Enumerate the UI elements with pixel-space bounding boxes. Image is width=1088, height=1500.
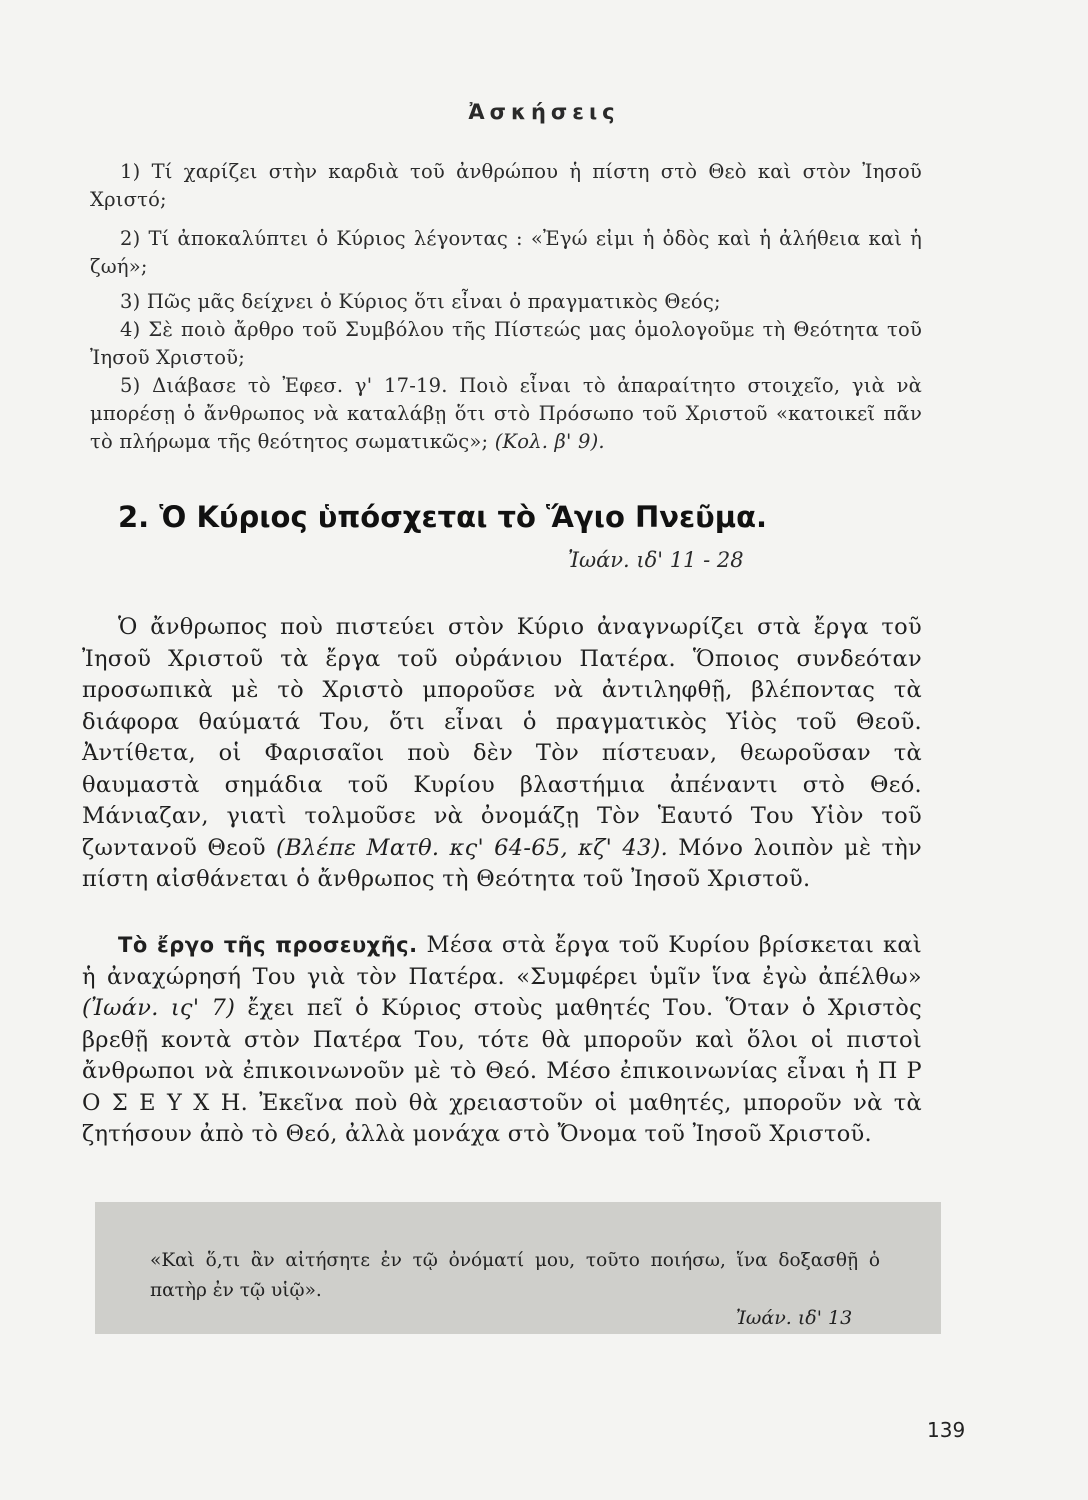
quote-reference: Ἰωάν. ιδ' 13 xyxy=(736,1307,853,1329)
exercise-item-5 xyxy=(90,372,922,456)
exercise-number: 5) xyxy=(120,374,141,397)
exercise-item-2 xyxy=(90,225,922,281)
section-heading: 2. Ὁ Κύριος ὑπόσχεται τὸ Ἅγιο Πνεῦμα. xyxy=(118,500,768,534)
paragraph-text: Ὁ ἄνθρωπος ποὺ πιστεύει στὸν Κύριο ἀναγνωρίζει στὰ ἔργα τοῦ Ἰησοῦ Χριστοῦ τὰ ἔργα τοῦ οὐράνιου Πατέρα. Ὅποιος συνδεόταν προσωπικὰ μὲ τὸ Χριστὸ μποροῦσε νὰ ἀντιληφθῇ, βλέποντας τὰ διάφορα θαύματά Του, ὅτι εἶναι ὁ πραγματικὸς Υἱὸς τοῦ Θεοῦ. Ἀντίθετα, οἱ Φαρισαῖοι ποὺ δὲν Τὸν πίστευαν, θεωροῦσαν τὰ θαυμαστὰ σημάδια τοῦ Κυρίου βλαστήμια ἀπέναντι στὸ Θεό. Μάνιαζαν, γιατὶ τολμοῦσε νὰ ὀνομάζῃ Τὸν Ἑαυτό Του Υἱὸν τοῦ ζωντανοῦ Θεοῦ xyxy=(82,614,922,861)
exercise-text: Διάβασε τὸ Ἐφεσ. γ' 17-19. Ποιὸ εἶναι τὸ ἀπαραίτητο στοιχεῖο, γιὰ νὰ μπορέσῃ ὁ ἄνθρωπος νὰ καταλάβῃ ὅτι στὸ Πρόσωπο τοῦ Χριστοῦ «κατοικεῖ πᾶν τὸ πλήρωμα τῆς θεότητος σωματικῶς»; xyxy=(90,374,922,453)
body-paragraph-1 xyxy=(82,612,922,896)
exercise-number: 4) xyxy=(120,318,141,341)
exercises-title: Ἀσκήσεις xyxy=(468,100,620,124)
paragraph-text: Μέσα στὰ ἔργα τοῦ Κυρίου βρίσκεται καὶ ἡ ἀναχώρησή Του γιὰ τὸν Πατέρα. «Συμφέρει ὑμῖν ἵνα ἐγὼ ἀπέλθω» xyxy=(82,932,923,990)
scripture-reference: (Ἰωάν. ις' 7) xyxy=(82,995,236,1021)
exercise-reference: (Κολ. β' 9). xyxy=(494,430,605,453)
exercise-text: Πῶς μᾶς δείχνει ὁ Κύριος ὅτι εἶναι ὁ πραγματικὸς Θεός; xyxy=(146,290,721,313)
exercise-number: 2) xyxy=(120,227,141,250)
exercise-item-1 xyxy=(90,158,922,214)
scripture-reference: (Βλέπε Ματθ. κς' 64-65, κζ' 43). xyxy=(276,834,669,861)
exercise-item-3 xyxy=(90,288,922,316)
page-number: 139 xyxy=(927,1418,966,1442)
body-paragraph-2 xyxy=(82,930,922,1151)
section-reference: Ἰωάν. ιδ' 11 - 28 xyxy=(568,548,744,572)
paragraph-run-in-heading: Τὸ ἔργο τῆς προσευχῆς. xyxy=(118,933,418,957)
exercise-text: Τί χαρίζει στὴν καρδιὰ τοῦ ἀνθρώπου ἡ πίστη στὸ Θεὸ καὶ στὸν Ἰησοῦ Χριστό; xyxy=(90,160,922,211)
quote-text: «Καὶ ὅ,τι ἂν αἰτήσητε ἐν τῷ ὀνόματί μου, τοῦτο ποιήσω, ἵνα δοξασθῇ ὁ πατὴρ ἐν τῷ υἱῷ». xyxy=(150,1250,880,1301)
paragraph-text: ἔχει πεῖ ὁ Κύριος στοὺς μαθητές Του. Ὅταν ὁ Χριστὸς βρεθῇ κοντὰ στὸν Πατέρα Του, τότε θὰ μποροῦν καὶ ὅλοι οἱ πιστοὶ ἄνθρωποι νὰ ἐπικοινωνοῦν μὲ τὸ Θεό. Μέσο ἐπικοινωνίας εἶναι ἡ Π Ρ Ο Σ Ε Υ Χ Η. Ἐκεῖνα ποὺ θὰ χρειαστοῦν οἱ μαθητές, μποροῦν νὰ τὰ ζητήσουν ἀπὸ τὸ Θεό, ἀλλὰ μονάχα στὸ Ὄνομα τοῦ Ἰησοῦ Χριστοῦ. xyxy=(82,995,923,1147)
exercise-text: Τί ἀποκαλύπτει ὁ Κύριος λέγοντας : «Ἐγώ εἰμι ἡ ὁδὸς καὶ ἡ ἀλήθεια καὶ ἡ ζωή»; xyxy=(90,227,922,278)
exercise-number: 3) xyxy=(120,290,141,313)
exercise-number: 1) xyxy=(120,160,141,183)
paragraph-text: Μόνο λοιπὸν μὲ τὴν πίστη αἰσθάνεται ὁ ἄνθρωπος τὴ Θεότητα τοῦ Ἰησοῦ Χριστοῦ. xyxy=(82,834,923,892)
exercise-item-4 xyxy=(90,316,922,372)
exercise-text: Σὲ ποιὸ ἄρθρο τοῦ Συμβόλου τῆς Πίστεώς μας ὁμολογοῦμε τὴ Θεότητα τοῦ Ἰησοῦ Χριστοῦ; xyxy=(90,318,922,369)
